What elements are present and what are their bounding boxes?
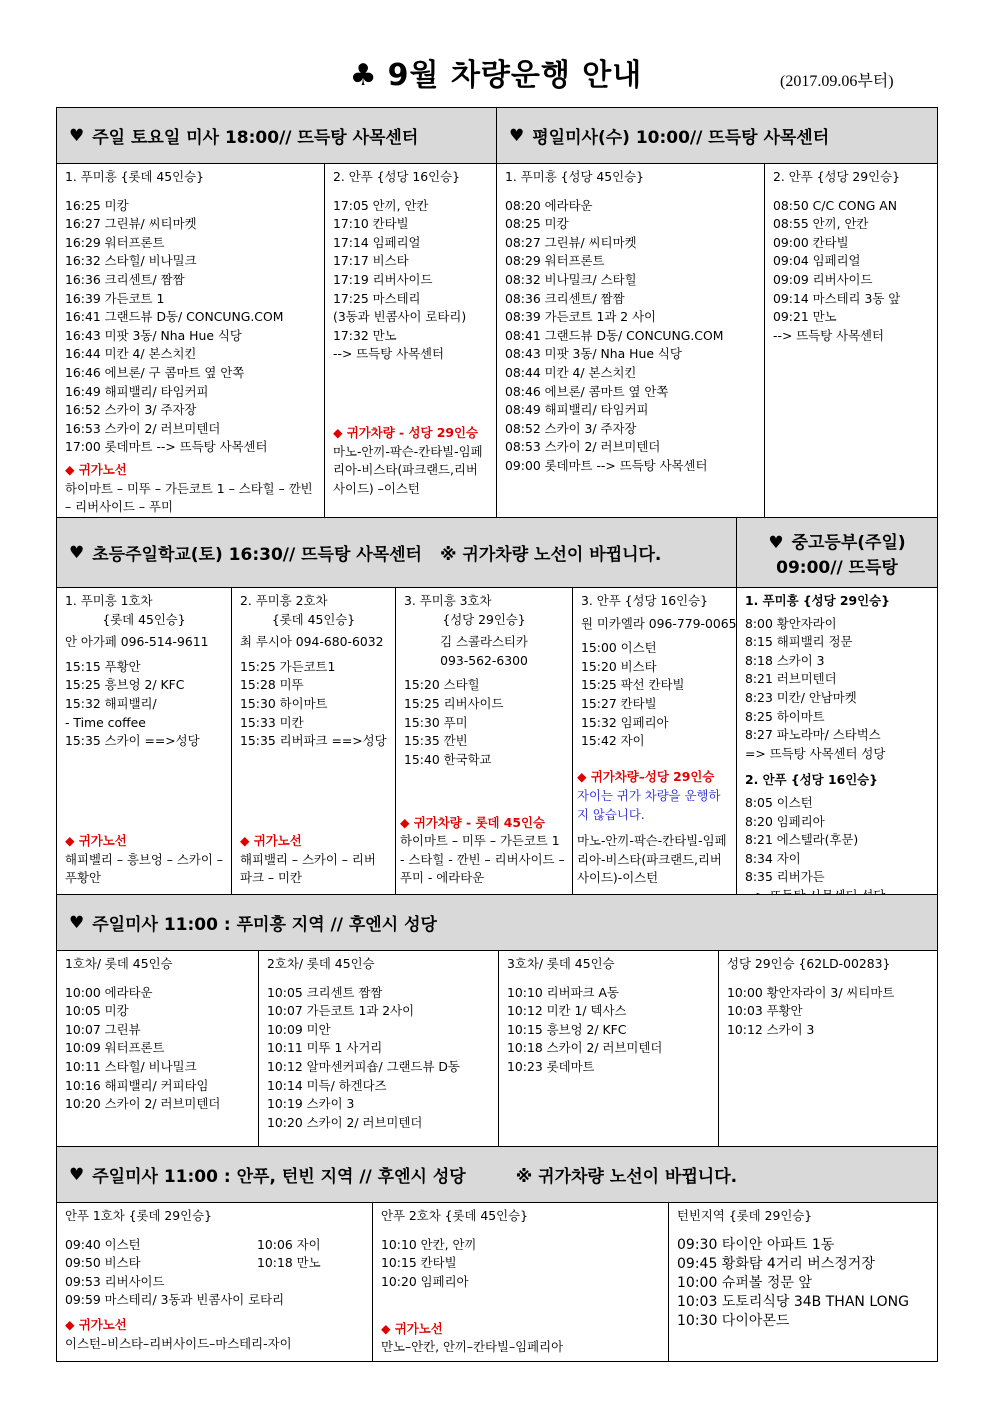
stop-item: 10:07 가든코트 1과 2사이	[267, 1003, 415, 1019]
section4-body	[57, 1203, 937, 1361]
stop-item: 8:27 파노라마/ 스타벅스	[745, 727, 881, 743]
stop-item: 16:52 스카이 3/ 주자장	[65, 402, 197, 418]
stop-list	[677, 1236, 929, 1331]
section4-header: ♥ 주일미사 11:00 : 안푸, 턴빈 지역 // 후엔시 성당 ※ 귀가차량 노선이 바뀝니다.	[57, 1147, 937, 1203]
s2-col-bus2: 2. 푸미흥 2호차 {롯데 45인승} 최 루시아 094-680-6032 15:25 가든코트1 15:28 미뚜 15:30 하이마트 15:33 미칸 15:35 리버파크 ==>성당 ◆ 귀가노선 해피밸리 – 스카이 – 리버파크 – 미칸	[232, 588, 396, 894]
return-route: 이스턴–비스타–리버사이드–마스테리-자이	[65, 1335, 292, 1351]
return-route: 하이마트 – 미뚜 – 가든코트 1 – 스타힐 – 깐빈 – 리버사이드 – 푸미	[65, 480, 313, 515]
stop-item: 16:41 그랜드뷰 D동/ CONCUNG.COM	[65, 309, 284, 325]
return-route-title: ◆ 귀가차량 - 성당 29인승	[333, 424, 478, 440]
stop-item: 08:20 에라타운	[505, 197, 593, 213]
stop-item: 16:49 해피밸리/ 타임커피	[65, 383, 209, 399]
return-route-title: ◆ 귀가노선	[240, 833, 302, 849]
stop-item: 10:23 롯데마트	[507, 1058, 595, 1074]
stop-item: 08:53 스카이 2/ 러브미텐더	[505, 439, 661, 455]
stop-item: 8:23 미칸/ 안남마켓	[745, 689, 857, 705]
driver-contact: 최 루시아 094-680-6032	[240, 634, 384, 650]
stop-item: 10:10 리버파크 A동	[507, 984, 619, 1000]
s2-col-youth: 1. 푸미흥 {성당 29인승} 8:00 황안자라이 8:15 해피밸리 정문 8:18 스카이 3 8:21 러브미텐더 8:23 미칸/ 안남마켓 8:25 하이마트 8:27 파노라마/ 스타벅스 => 뜨득탕 사목센터 성당 2. 안푸 {성당 16인승} 8:05 이스턴 8:20 임페리아 8:21 에스텔라(후문) 8:34 자이 8:35 리버가든	[737, 588, 937, 894]
stop-item: 09:30 타이안 아파트 1동	[677, 1236, 835, 1253]
stop-item: 10:30 다이아몬드	[677, 1312, 790, 1329]
stop-item: 10:09 미안	[267, 1021, 331, 1037]
stop-item: 10:18 스카이 2/ 러브미텐더	[507, 1040, 663, 1056]
stop-list	[333, 197, 488, 364]
stop-item: 08:32 비나밀크/ 스타힐	[505, 271, 637, 287]
s4-col-thanhbinh: 턴빈지역 {롯데 29인승} 09:30 타이안 아파트 1동 09:45 황화탐 4거리 버스정거장 10:00 슈퍼볼 정문 앞 10:03 도토리식당 34B THAN LONG 10:30 다이아몬드	[669, 1203, 937, 1361]
stop-item: 8:35 리버가든	[745, 869, 825, 885]
stop-item: 15:25 팍선 칸타빌	[581, 677, 685, 693]
heart-icon: ♥	[509, 125, 525, 146]
stop-item: --> 뜨득탕 사목센터	[773, 327, 884, 343]
stop-item: 8:34 자이	[745, 850, 801, 866]
stop-item: 17:10 칸타빌	[333, 216, 409, 232]
s1-col-pumihung: 1. 푸미흥 {롯데 45인승} 16:25 미캉 16:27 그린뷰/ 씨티마켓 16:29 워터프론트 16:32 스타힐/ 비나밀크 16:36 크리센트/ 짬짬 16:39 가든코트 1 16:41 그랜드뷰 D동/ CONCUNG.COM 16:43 미팟 3동/ Nha Hue 식당 16:44 미칸 4/ 본스치킨 16:46 에브론/ 구 콤마트 옆 안쪽 16:49 해피밸리/ 타임커피 16:52 스카이 3/ 주자장 16:53 스카이 2/ 러브미텐더 17:00 롯데마트 --> 뜨득탕 사목센터 ◆ 귀가노선 하이마트 – 미뚜 – 가든코트 1 – 스타힐 – 깐빈 – 리버사이드 – 푸미	[57, 164, 325, 517]
route-change-note: ※ 귀가차량 노선이 바뀝니다.	[515, 1167, 738, 1187]
stop-item: 09:53 리버사이드	[65, 1273, 165, 1289]
club-icon: ♣	[349, 58, 378, 93]
stop-list	[745, 615, 929, 764]
section1-header-left: ♥ 주일 토요일 미사 18:00// 뜨득탕 사목센터	[57, 108, 497, 164]
stop-item: 15:30 하이마트	[240, 695, 328, 711]
stop-list	[773, 197, 929, 346]
stop-item: 15:30 푸미	[404, 714, 468, 730]
stop-list	[65, 197, 316, 457]
stop-list	[65, 1273, 364, 1310]
s1-col-weekday-anphu: 2. 안푸 {성당 29인승} 08:50 C/C CONG AN 08:55 안끼, 안칸 09:00 칸타빌 09:04 임페리얼 09:09 리버사이드 09:14 마스테리 3동 앞 09:21 만노 --> 뜨득탕 사목센터	[765, 164, 937, 517]
return-route-title: ◆ 귀가노선	[381, 1320, 443, 1336]
stop-item: 10:20 임페리아	[381, 1273, 469, 1289]
stop-item: 10:11 스타힐/ 비나밀크	[65, 1058, 197, 1074]
stop-item: 08:49 해피밸리/ 타임커피	[505, 402, 649, 418]
stop-list	[65, 658, 223, 751]
stop-item: 08:46 에브론/ 콤마트 옆 안쪽	[505, 383, 669, 399]
stop-item: 10:16 해피밸리/ 커피타임	[65, 1077, 209, 1093]
stop-item: 09:04 임페리얼	[773, 253, 861, 269]
stop-item: 17:25 마스테리	[333, 290, 421, 306]
heart-icon: ♥	[69, 912, 85, 933]
stop-item: 15:40 한국학교	[404, 751, 492, 767]
driver-contact: 원 미카엘라 096-779-0065	[581, 615, 737, 631]
stop-item: 10:10 안칸, 안끼	[381, 1236, 477, 1252]
return-route: 해피벨리 – 흥브엉 – 스카이 – 푸황안	[65, 851, 223, 886]
s3-col-bus2: 2호차/ 롯데 45인승 10:05 크리센트 짬짬 10:07 가든코트 1과 2사이 10:09 미안 10:11 미뚜 1 사거리 10:12 알마센커피숍/ 그랜드뷰 D동 10:14 미득/ 하겐다즈 10:19 스카이 3 10:20 스카이 2/ 러브미텐더	[259, 951, 499, 1146]
stop-item: 16:53 스카이 2/ 러브미텐더	[65, 420, 221, 436]
section2-body	[57, 588, 937, 895]
stop-list	[581, 639, 728, 751]
stop-item: 10:00 황안자라이 3/ 씨티마트	[727, 984, 895, 1000]
section2-header-right: ♥ 중고등부(주일) 09:00// 뜨득탕	[737, 518, 937, 588]
stop-item: 10:20 스카이 2/ 러브미텐더	[65, 1096, 221, 1112]
stop-item: - Time coffee	[65, 714, 146, 730]
stop-item: 8:25 하이마트	[745, 708, 825, 724]
stop-item: 17:05 안끼, 안칸	[333, 197, 429, 213]
section3-body	[57, 951, 937, 1147]
driver-name: 김 스콜라스티카	[440, 634, 528, 650]
stop-item: 10:15 칸타빌	[381, 1255, 457, 1271]
section3-header: ♥ 주일미사 11:00 : 푸미흥 지역 // 후엔시 성당	[57, 895, 937, 951]
stop-item: 8:05 이스턴	[745, 794, 813, 810]
stop-item: 16:44 미칸 4/ 본스치킨	[65, 346, 197, 362]
stop-list	[381, 1236, 660, 1292]
stop-item: 10:20 스카이 2/ 러브미텐더	[267, 1114, 423, 1130]
stop-item: 17:00 롯데마트 --> 뜨득탕 사목센터	[65, 439, 268, 455]
heart-icon: ♥	[69, 125, 85, 146]
stop-list	[727, 984, 929, 1040]
stop-item: 15:42 자이	[581, 733, 645, 749]
heart-icon: ♥	[69, 542, 85, 563]
stop-list	[267, 984, 490, 1133]
no-return-notice: 자이는 귀가 차량을 운행하지 않습니다.	[577, 788, 721, 822]
stop-item: 17:17 비스타	[333, 253, 409, 269]
return-route: 하이마트 – 미뚜 – 가든코트 1 - 스타힐 - 깐빈 – 리버사이드 – 푸미 - 에라타운	[400, 833, 565, 886]
stop-item: 15:33 미칸	[240, 714, 304, 730]
stop-item: 08:39 가든코트 1과 2 사이	[505, 309, 657, 325]
return-route: 해피밸리 – 스카이 – 리버파크 – 미칸	[240, 851, 376, 886]
stop-item: 10:12 미칸 1/ 텍사스	[507, 1003, 627, 1019]
stop-item: 16:25 미캉	[65, 197, 129, 213]
stop-item: 16:32 스타힐/ 비나밀크	[65, 253, 197, 269]
stop-item: 8:20 임페리아	[745, 813, 825, 829]
heart-icon: ♥	[768, 532, 784, 553]
s3-col-bus1: 1호차/ 롯데 45인승 10:00 에라타운 10:05 미캉 10:07 그린뷰 10:09 워터프론트 10:11 스타힐/ 비나밀크 10:16 해피밸리/ 커피타임 10:20 스카이 2/ 러브미텐더	[57, 951, 259, 1146]
stop-item: => 뜨득탕 사목센터 성당	[745, 745, 886, 761]
stop-item: 16:43 미팟 3동/ Nha Hue 식당	[65, 327, 242, 343]
return-route-title: ◆ 귀가노선	[65, 833, 127, 849]
driver-contact: 안 아가페 096-514-9611	[65, 634, 209, 650]
stop-item: 17:32 만노	[333, 327, 397, 343]
heart-icon: ♥	[69, 1164, 85, 1185]
stop-item: 17:19 리버사이드	[333, 271, 433, 287]
stop-item: 08:44 미칸 4/ 본스치킨	[505, 364, 637, 380]
stop-item: 15:25 리버사이드	[404, 695, 504, 711]
return-route-title: ◆ 귀가노선	[65, 1316, 127, 1332]
s3-col-parish: 성당 29인승 {62LD-00283} 10:00 황안자라이 3/ 씨티마트 10:03 푸황안 10:12 스카이 3	[719, 951, 937, 1146]
return-route-title: ◆ 귀가차량–성당 29인승	[577, 769, 715, 785]
stop-item: 8:00 황안자라이	[745, 615, 837, 631]
stop-item: 09:09 리버사이드	[773, 271, 873, 287]
stop-item: 08:50 C/C CONG AN	[773, 197, 898, 213]
schedule-sheet	[56, 107, 938, 1362]
return-route-title: ◆ 귀가차량 - 롯데 45인승	[400, 814, 545, 830]
return-route-title: ◆ 귀가노선	[65, 461, 127, 477]
section1-body	[57, 164, 937, 518]
stop-item: 08:36 크리센트/ 짬짬	[505, 290, 625, 306]
s1-col-anphu: 2. 안푸 {성당 16인승} 17:05 안끼, 안칸 17:10 칸타빌 17:14 임페리얼 17:17 비스타 17:19 리버사이드 17:25 마스테리 (3동과 빈콤사이 로타리) 17:32 만노 --> 뜨득탕 사목센터 ◆ 귀가차량 - 성당 29인승 마노-안끼-팍슨-칸타빌-임페리아-비스타(파크랜드,리버사이드) –이스턴	[325, 164, 497, 517]
stop-item: 10:07 그린뷰	[65, 1021, 141, 1037]
stop-item: 15:28 미뚜	[240, 677, 304, 693]
stop-item: 16:29 워터프론트	[65, 234, 165, 250]
s2-col-anphu: 3. 안푸 {성당 16인승} 원 미카엘라 096-779-0065 15:00 이스턴 15:20 비스타 15:25 팍선 칸타빌 15:27 칸타빌 15:32 임페리아 15:42 자이 ◆ 귀가차량–성당 29인승 자이는 귀가 차량을 운행하지 않습니다. 마노-안끼-팍슨-칸타빌-임페리아-비스타(파크랜드,리버사이드)-이스턴	[573, 588, 737, 894]
stop-item: 09:00 칸타빌	[773, 234, 849, 250]
stop-list	[404, 676, 564, 769]
s1-col-weekday-pumihung: 1. 푸미흥 {성당 45인승} 08:20 에라타운 08:25 미캉 08:27 그린뷰/ 씨티마켓 08:29 워터프론트 08:32 비나밀크/ 스타힐 08:36 크리센트/ 짬짬 08:39 가든코트 1과 2 사이 08:41 그랜드뷰 D동/ CONCUNG.COM 08:43 미팟 3동/ Nha Hue 식당 08:44 미칸 4/ 본스치킨 08:46 에브론/ 콤마트 옆 안쪽 08:49 해피밸리/ 타임커피 08:52 스카이 3/ 주자장 08:53 스카이 2/ 러브미텐더 09:00 롯데마트 --> 뜨득탕 사목센터	[497, 164, 765, 517]
s2-col-bus1: 1. 푸미흥 1호차 {롯데 45인승} 안 아가페 096-514-9611 15:15 푸황안 15:25 흥브엉 2/ KFC 15:32 해피밸리/ - Time coffee 15:35 스카이 ==>성당 ◆ 귀가노선 해피벨리 – 흥브엉 – 스카이 – 푸황안	[57, 588, 232, 894]
stop-item: 08:27 그린뷰/ 씨티마켓	[505, 234, 637, 250]
stop-item: 08:52 스카이 3/ 주자장	[505, 420, 637, 436]
s3-col-bus3: 3호차/ 롯데 45인승 10:10 리버파크 A동 10:12 미칸 1/ 텍사스 10:15 흥브엉 2/ KFC 10:18 스카이 2/ 러브미텐더 10:23 롯데마트	[499, 951, 719, 1146]
stop-item: 10:15 흥브엉 2/ KFC	[507, 1021, 627, 1037]
section1-header-right: ♥ 평일미사(수) 10:00// 뜨득탕 사목센터	[497, 108, 937, 164]
s2-col-bus3: 3. 푸미흥 3호차 {성당 29인승} 김 스콜라스티카 093-562-6300 15:20 스타힐 15:25 리버사이드 15:30 푸미 15:35 깐빈 15:40 한국학교 ◆ 귀가차량 - 롯데 45인승 하이마트 – 미뚜 – 가든코트 1 - 스타힐 - 깐빈 – 리버사이드 – 푸미 - 에라타운	[396, 588, 573, 894]
return-route: 만노–안칸, 안끼–칸타빌–임페리아	[381, 1339, 564, 1355]
stop-item: (3동과 빈콤사이 로타리)	[333, 309, 467, 325]
stop-item: 10:00 슈퍼볼 정문 앞	[677, 1274, 812, 1291]
return-route: 마노-안끼-팍슨-칸타빌-임페리아-비스타(파크랜드,리버사이드)-이스턴	[577, 833, 727, 886]
stop-item: 09:45 황화탐 4거리 버스정거장	[677, 1255, 875, 1272]
stop-list	[240, 658, 387, 751]
stop-item: 15:25 흥브엉 2/ KFC	[65, 677, 185, 693]
section2-header-left: ♥ 초등주일학교(토) 16:30// 뜨득탕 사목센터 ※ 귀가차량 노선이 바뀝니다.	[57, 518, 737, 588]
stop-item: 16:46 에브론/ 구 콤마트 옆 안쪽	[65, 364, 245, 380]
stop-item: 15:15 푸황안	[65, 658, 141, 674]
stop-item: 16:27 그린뷰/ 씨티마켓	[65, 216, 197, 232]
stop-item: 15:35 깐빈	[404, 733, 468, 749]
s4-col-anphu2: 안푸 2호차 {롯데 45인승} 10:10 안칸, 안끼 10:15 칸타빌 10:20 임페리아 ◆ 귀가노선 만노–안칸, 안끼–칸타빌–임페리아	[373, 1203, 669, 1361]
return-route: 마노-안끼-팍슨-칸타빌-임페리아-비스타(파크랜드,리버사이드) –이스턴	[333, 443, 483, 496]
stop-item: 10:00 에라타운	[65, 984, 153, 1000]
stop-item: 10:09 워터프론트	[65, 1040, 165, 1056]
stop-item: 10:05 크리센트 짬짬	[267, 984, 383, 1000]
stop-item: 08:41 그랜드뷰 D동/ CONCUNG.COM	[505, 327, 724, 343]
stop-item: 08:55 안끼, 안칸	[773, 216, 869, 232]
stop-item: 8:21 에스텔라(후문)	[745, 832, 859, 848]
stop-item: 15:25 가든코트1	[240, 658, 336, 674]
stop-item: 16:36 크리센트/ 짬짬	[65, 271, 185, 287]
stop-item: 15:35 리버파크 ==>성당	[240, 733, 387, 749]
stop-item: 15:32 임페리아	[581, 714, 669, 730]
s4-col-anphu1: 안푸 1호차 {롯데 29인승} 09:40 이스턴 10:06 자이 09:50 비스타 10:18 만노 09:53 리버사이드 09:59 마스테리/ 3동과 빈콤사이 로타리 ◆ 귀가노선 이스턴–비스타–리버사이드–마스테리-자이	[57, 1203, 373, 1361]
stop-item: 10:12 알마센커피숍/ 그랜드뷰 D동	[267, 1058, 460, 1074]
stop-list	[65, 984, 250, 1114]
stop-item: 09:21 만노	[773, 309, 837, 325]
stop-item: 15:20 비스타	[581, 658, 657, 674]
stop-item: 8:21 러브미텐더	[745, 671, 837, 687]
stop-item: 10:05 미캉	[65, 1003, 129, 1019]
stop-item: 10:14 미득/ 하겐다즈	[267, 1077, 387, 1093]
stop-item: 15:27 칸타빌	[581, 695, 657, 711]
stop-item: 09:00 롯데마트 --> 뜨득탕 사목센터	[505, 457, 708, 473]
stop-item: 17:14 임페리얼	[333, 234, 421, 250]
stop-list	[745, 794, 929, 906]
stop-item: 10:11 미뚜 1 사거리	[267, 1040, 383, 1056]
stop-item: 09:14 마스테리 3동 앞	[773, 290, 901, 306]
stop-list	[505, 197, 756, 476]
stop-item: 09:59 마스테리/ 3동과 빈콤사이 로타리	[65, 1292, 285, 1308]
stop-item: 15:00 이스턴	[581, 640, 657, 656]
stop-list	[507, 984, 710, 1077]
title-text: 9월 차량운행 안내	[387, 58, 643, 93]
stop-item: 08:25 미캉	[505, 216, 569, 232]
driver-phone: 093-562-6300	[440, 652, 528, 668]
stop-item: 10:12 스카이 3	[727, 1021, 815, 1037]
stop-item: 15:32 해피밸리/	[65, 695, 157, 711]
stop-item: 15:35 스카이 ==>성당	[65, 733, 200, 749]
stop-item: 10:03 푸황안	[727, 1003, 803, 1019]
stop-item: 10:03 도토리식당 34B THAN LONG	[677, 1293, 909, 1310]
effective-date: (2017.09.06부터)	[780, 73, 894, 90]
stop-item: 8:15 해피밸리 정문	[745, 634, 853, 650]
stop-item: 16:39 가든코트 1	[65, 290, 165, 306]
stop-item: 8:18 스카이 3	[745, 652, 825, 668]
stop-item: 08:29 워터프론트	[505, 253, 605, 269]
stop-item: 10:19 스카이 3	[267, 1096, 355, 1112]
route-change-note: ※ 귀가차량 노선이 바뀝니다.	[439, 545, 662, 565]
stop-item: --> 뜨득탕 사목센터	[333, 346, 444, 362]
stop-item: 15:20 스타힐	[404, 677, 480, 693]
stop-item: 08:43 미팟 3동/ Nha Hue 식당	[505, 346, 682, 362]
